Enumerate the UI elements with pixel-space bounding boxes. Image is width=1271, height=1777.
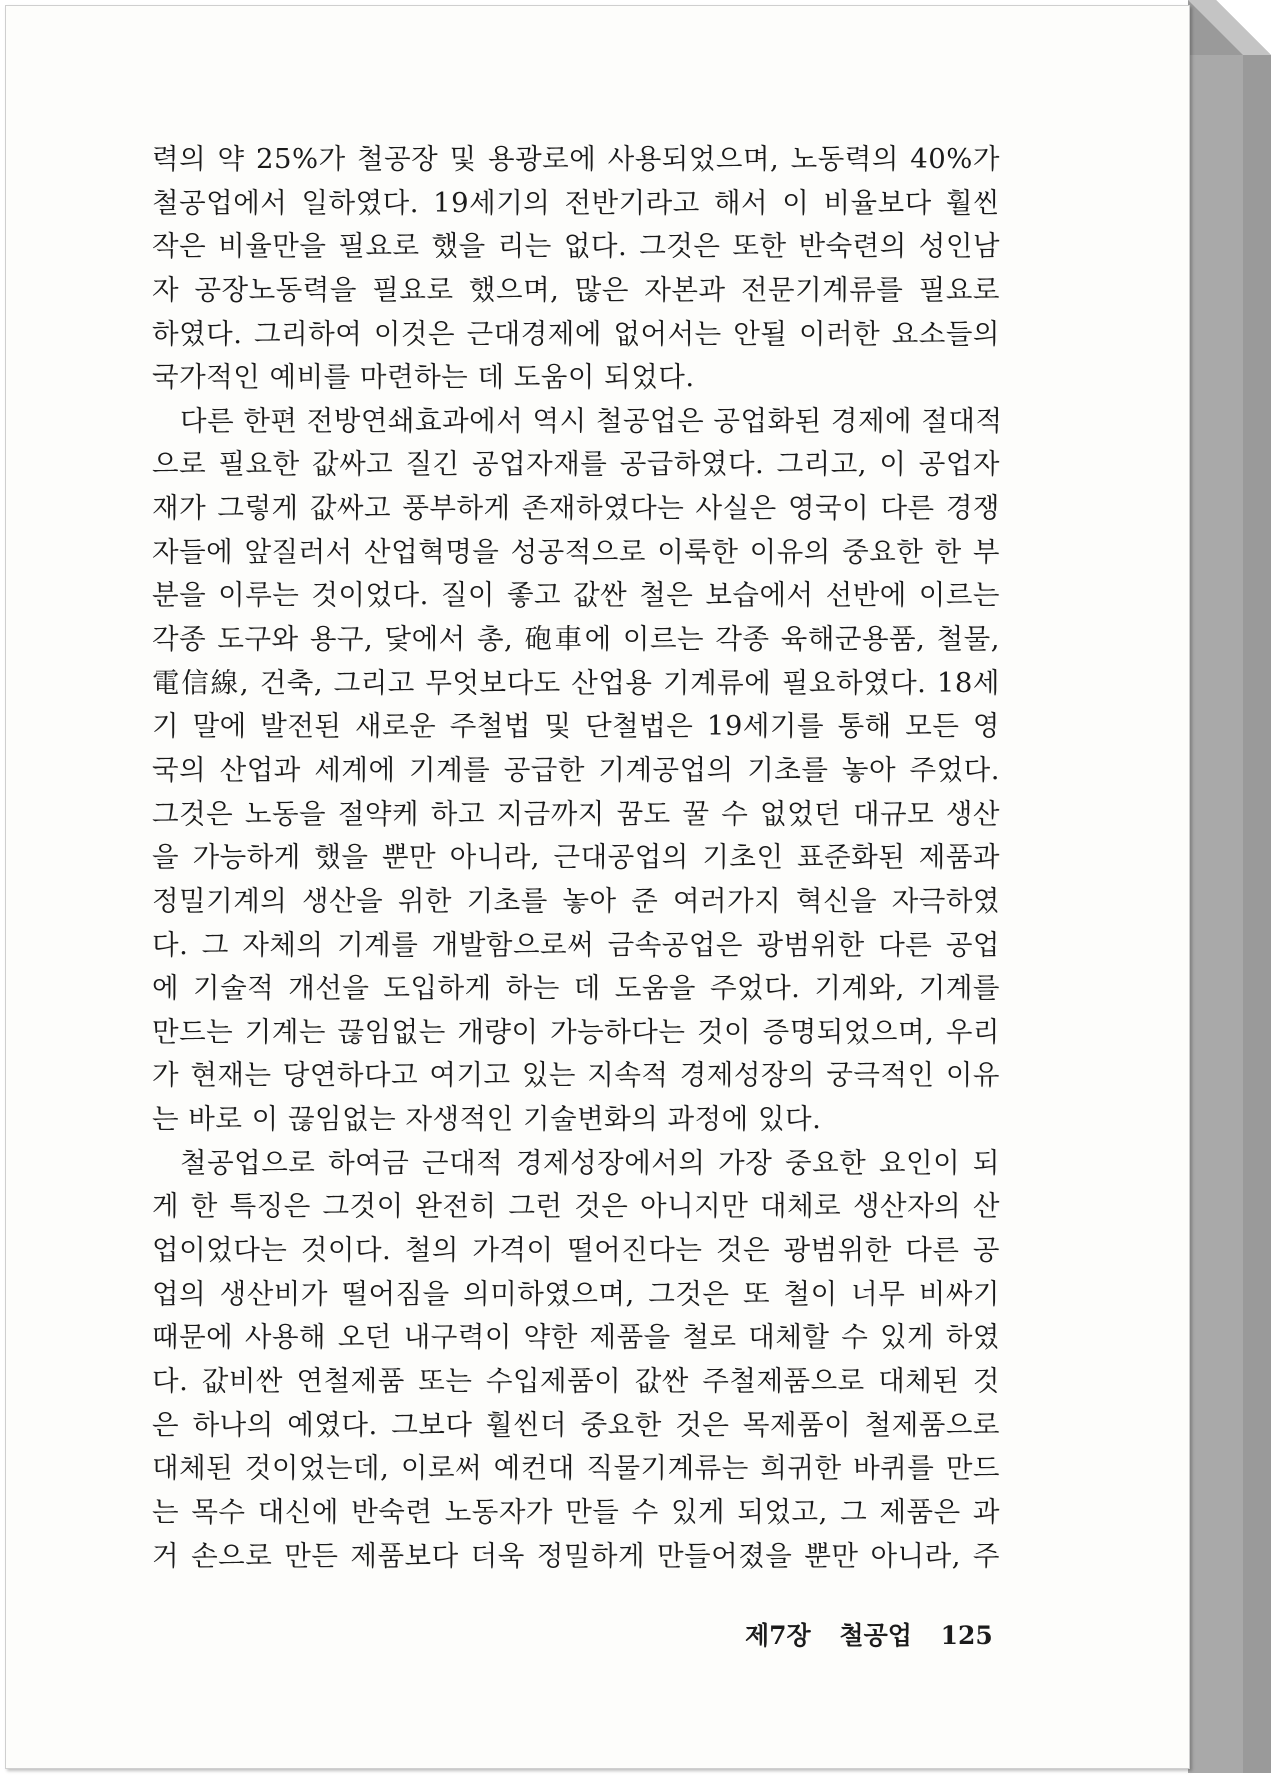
- page-body-text: [152, 138, 1003, 1578]
- text-line: 국가적인 예비를 마련하는 데 도움이 되었다.: [152, 361, 695, 394]
- text-line: 작은 비율만을 필요로 했을 리는 없다. 그것은 또한 반숙련의 성인남: [152, 230, 1000, 263]
- text-line: 재가 그렇게 값싸고 풍부하게 존재하였다는 사실은 영국이 다른 경쟁: [152, 492, 1000, 525]
- text-line: 때문에 사용해 오던 내구력이 약한 제품을 철로 대체할 수 있게 하였: [152, 1321, 1000, 1354]
- footer-page-number: 125: [940, 1621, 993, 1650]
- text-line: 는 목수 대신에 반숙련 노동자가 만들 수 있게 되었고, 그 제품은 과: [152, 1495, 1000, 1528]
- text-line: 업의 생산비가 떨어짐을 의미하였으며, 그것은 또 철이 너무 비싸기: [152, 1277, 1000, 1310]
- text-line: 철공업에서 일하였다. 19세기의 전반기라고 해서 이 비율보다 훨씬: [152, 186, 1000, 219]
- text-line: 대체된 것이었는데, 이로써 예컨대 직물기계류는 희귀한 바퀴를 만드: [152, 1452, 1000, 1485]
- text-line: 자 공장노동력을 필요로 했으며, 많은 자본과 전문기계류를 필요로: [152, 273, 1000, 306]
- text-line: 은 하나의 예였다. 그보다 훨씬더 중요한 것은 목제품이 철제품으로: [152, 1408, 1000, 1441]
- text-line: 분을 이루는 것이었다. 질이 좋고 값싼 철은 보습에서 선반에 이르는: [152, 579, 1000, 612]
- text-line: 력의 약 25%가 철공장 및 용광로에 사용되었으며, 노동력의 40%가: [152, 143, 1000, 175]
- text-line: 그것은 노동을 절약케 하고 지금까지 꿈도 꿀 수 없었던 대규모 생산: [152, 797, 1000, 830]
- text-line: 다. 값비싼 연철제품 또는 수입제품이 값싼 주철제품으로 대체된 것: [152, 1364, 1000, 1397]
- text-line: 정밀기계의 생산을 위한 기초를 놓아 준 여러가지 혁신을 자극하였: [152, 884, 1000, 917]
- page-footer: [745, 1616, 1045, 1652]
- book-spine: [1188, 0, 1271, 1773]
- text-line: 는 바로 이 끊임없는 자생적인 기술변화의 과정에 있다.: [152, 1103, 822, 1136]
- footer-title: 철공업: [839, 1621, 912, 1650]
- text-line: 하였다. 그리하여 이것은 근대경제에 없어서는 안될 이러한 요소들의: [152, 317, 1000, 350]
- text-line: 다른 한편 전방연쇄효과에서 역시 철공업은 공업화된 경제에 절대적: [180, 404, 1003, 437]
- text-line: 電信線, 건축, 그리고 무엇보다도 산업용 기계류에 필요하였다. 18세: [152, 666, 1000, 699]
- text-line: 을 가능하게 했을 뿐만 아니라, 근대공업의 기초인 표준화된 제품과: [152, 841, 1000, 874]
- text-line: 에 기술적 개선을 도입하게 하는 데 도움을 주었다. 기계와, 기계를: [152, 972, 1000, 1005]
- text-line: 으로 필요한 값싸고 질긴 공업자재를 공급하였다. 그리고, 이 공업자: [152, 448, 1000, 481]
- text-line: 가 현재는 당연하다고 여기고 있는 지속적 경제성장의 궁극적인 이유: [152, 1059, 1000, 1092]
- text-line: 기 말에 발전된 새로운 주철법 및 단철법은 19세기를 통해 모든 영: [152, 710, 1000, 743]
- text-line: 다. 그 자체의 기계를 개발함으로써 금속공업은 광범위한 다른 공업: [152, 928, 1000, 961]
- text-line: 업이었다는 것이다. 철의 가격이 떨어진다는 것은 광범위한 다른 공: [152, 1234, 1000, 1267]
- text-line: 게 한 특징은 그것이 완전히 그런 것은 아니지만 대체로 생산자의 산: [152, 1190, 1000, 1223]
- text-line: 국의 산업과 세계에 기계를 공급한 기계공업의 기초를 놓아 주었다.: [152, 753, 1000, 786]
- text-line: 자들에 앞질러서 산업혁명을 성공적으로 이룩한 이유의 중요한 한 부: [152, 535, 1000, 568]
- text-line: 만드는 기계는 끊임없는 개량이 가능하다는 것이 증명되었으며, 우리: [152, 1015, 1000, 1048]
- footer-chapter: 제7장: [745, 1621, 811, 1650]
- text-line: 철공업으로 하여금 근대적 경제성장에서의 가장 중요한 요인이 되: [180, 1146, 1000, 1179]
- text-line: 각종 도구와 용구, 닻에서 총, 砲車에 이르는 각종 육해군용품, 철물,: [152, 623, 1000, 656]
- text-line: 거 손으로 만든 제품보다 더욱 정밀하게 만들어졌을 뿐만 아니라, 주: [152, 1539, 1000, 1572]
